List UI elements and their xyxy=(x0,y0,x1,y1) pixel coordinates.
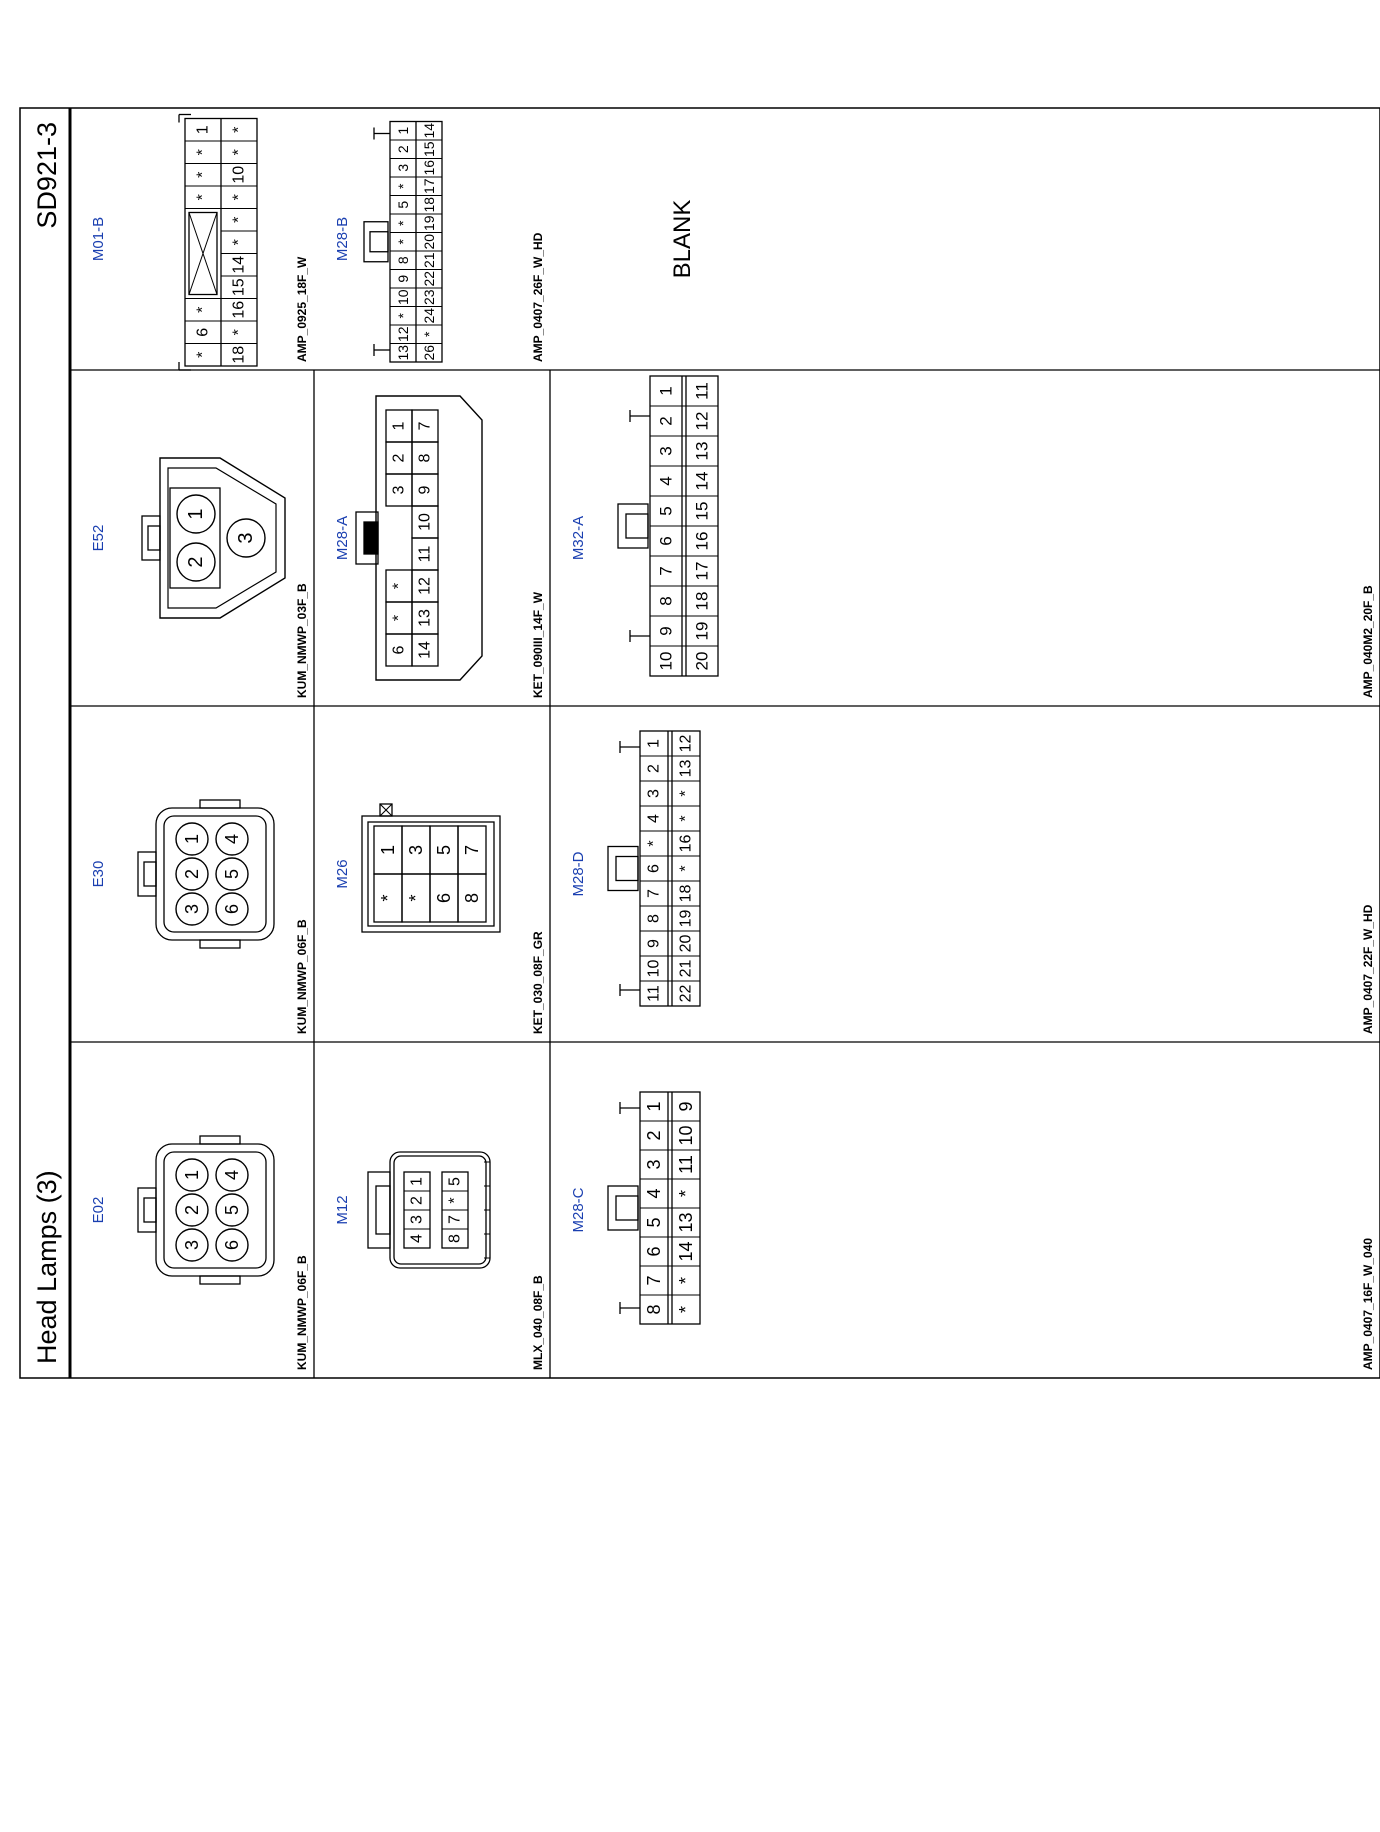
latch-outer xyxy=(138,852,156,896)
pin-label: 5 xyxy=(395,200,411,209)
latch-box xyxy=(608,847,638,891)
pin-label: 5 xyxy=(222,868,242,880)
connector-part-number: KUM_NMWP_06F_B xyxy=(295,919,309,1034)
pin-label: * xyxy=(390,614,408,622)
pin-label: 14 xyxy=(692,471,712,491)
side-tab xyxy=(200,800,240,808)
pin-label: 11 xyxy=(645,985,663,1002)
pin-label: 7 xyxy=(644,1275,664,1286)
pin-label: 6 xyxy=(656,536,676,546)
pin-label: 12 xyxy=(416,577,434,595)
pin-label: 3 xyxy=(182,903,202,915)
latch-inner xyxy=(626,514,648,538)
pin-label: 8 xyxy=(462,892,482,904)
latch-outer xyxy=(138,1188,156,1232)
pin-label: 1 xyxy=(644,1101,664,1112)
pin-label: 23 xyxy=(421,289,437,306)
pin-label: 4 xyxy=(645,814,663,823)
pin-label: 19 xyxy=(677,909,695,928)
pin-label: * xyxy=(406,894,426,902)
pin-label: 20 xyxy=(692,651,712,671)
connector-name: M28-C xyxy=(570,1187,587,1233)
pin-label: * xyxy=(378,894,398,902)
latch-inner xyxy=(144,1198,156,1222)
pin-label: * xyxy=(194,171,212,178)
pin-label: 2 xyxy=(408,1196,426,1205)
pin-label: 8 xyxy=(416,453,434,463)
pin-label: 12 xyxy=(395,326,411,343)
pin-label: 5 xyxy=(656,506,676,516)
pin-label: 7 xyxy=(645,889,663,898)
pin-label: 1 xyxy=(390,421,408,431)
pin-label: 5 xyxy=(434,844,454,856)
connector-name: M01-B xyxy=(90,216,107,262)
pin-label: 1 xyxy=(185,508,207,520)
side-tab xyxy=(200,1136,240,1144)
pin-label: 4 xyxy=(656,476,676,486)
pin-label: 14 xyxy=(416,641,434,659)
pin-label: 13 xyxy=(676,1212,696,1233)
pin-label: 9 xyxy=(645,939,663,948)
pin-label: 24 xyxy=(421,307,437,324)
pin-label: 21 xyxy=(421,252,437,269)
pin-label: 10 xyxy=(656,651,676,671)
latch-inner xyxy=(616,857,638,881)
pin-label: 1 xyxy=(194,125,212,135)
connector-name: M28-D xyxy=(570,851,587,897)
pin-label: 3 xyxy=(645,789,663,798)
pin-label: 17 xyxy=(692,561,712,581)
pin-label: 5 xyxy=(222,1204,242,1216)
pin-label: * xyxy=(230,329,248,336)
pin-label: 17 xyxy=(421,178,437,195)
pin-label: 3 xyxy=(235,532,257,544)
connector-m01-b xyxy=(90,115,309,371)
pin-label: 16 xyxy=(230,300,248,319)
pin-label: 14 xyxy=(230,255,248,274)
pin-label: 2 xyxy=(656,416,676,426)
pin-label: 11 xyxy=(416,545,434,563)
connector-shell xyxy=(138,800,274,948)
pin-label: 10 xyxy=(416,513,434,531)
housing-outer xyxy=(156,808,274,940)
connector-part-number: AMP_0925_18F_W xyxy=(295,256,309,362)
pin-label: 10 xyxy=(645,959,663,978)
pin-label: 10 xyxy=(395,289,411,306)
pin-label: * xyxy=(230,194,248,201)
pin-label: 15 xyxy=(692,501,712,521)
pin-label: 10 xyxy=(230,165,248,184)
pin-label: 19 xyxy=(421,215,437,232)
pin-label: * xyxy=(676,1276,696,1285)
connector-e02 xyxy=(90,1136,309,1370)
housing-inner xyxy=(164,1152,266,1268)
pin-label: 8 xyxy=(644,1304,664,1315)
housing-outer xyxy=(160,458,285,618)
blank-cell xyxy=(669,200,696,279)
connector-name: M32-A xyxy=(570,515,587,561)
pin-label: 7 xyxy=(446,1215,464,1224)
housing-inner xyxy=(168,468,276,608)
pin-label: 2 xyxy=(395,145,411,154)
connector-m26 xyxy=(334,804,545,1034)
wiring-connector-sheet xyxy=(20,108,1380,1378)
pin-label: 9 xyxy=(416,485,434,495)
connector-name: E52 xyxy=(90,524,107,552)
latch-box xyxy=(618,504,648,548)
pin-label: 8 xyxy=(395,256,411,265)
pin-label: 2 xyxy=(644,1130,664,1141)
pin-label: 13 xyxy=(677,759,695,778)
connector-name: M28-A xyxy=(334,515,351,561)
pin-label: 1 xyxy=(408,1177,426,1186)
pin-label: 3 xyxy=(408,1215,426,1224)
pin-label: 20 xyxy=(421,233,437,250)
pin-label: * xyxy=(645,840,663,847)
pin-label: * xyxy=(395,183,411,189)
pin-label: * xyxy=(677,865,695,872)
latch-inner xyxy=(144,862,156,886)
pin-label: 9 xyxy=(395,274,411,283)
pin-label: 4 xyxy=(222,833,242,845)
pin-label: 6 xyxy=(645,864,663,873)
pin-label: 5 xyxy=(644,1217,664,1228)
pin-label: 7 xyxy=(416,421,434,431)
pin-label: 9 xyxy=(676,1101,696,1112)
pin-label: 18 xyxy=(230,345,248,364)
pin-label: 3 xyxy=(656,446,676,456)
connector-m32-a xyxy=(570,376,1375,698)
pin-label: 16 xyxy=(677,834,695,853)
pin-label: 1 xyxy=(395,126,411,135)
pin-label: 12 xyxy=(692,411,712,431)
pin-label: 22 xyxy=(677,984,695,1003)
pin-label: 2 xyxy=(645,764,663,773)
pin-label: 1 xyxy=(378,844,398,856)
pin-label: 6 xyxy=(644,1246,664,1257)
pin-label: 3 xyxy=(182,1239,202,1251)
pin-label: * xyxy=(194,149,212,156)
pin-label: 8 xyxy=(645,914,663,923)
pin-label: * xyxy=(395,239,411,245)
latch-box xyxy=(364,222,388,262)
pin-label: * xyxy=(446,1197,464,1204)
pin-label: 7 xyxy=(656,566,676,576)
pin-label: 3 xyxy=(406,844,426,856)
pin-label: 5 xyxy=(446,1177,464,1186)
pin-label: * xyxy=(194,351,212,358)
connector-shell xyxy=(138,1136,274,1284)
connector-part-number: AMP_0407_22F_W_HD xyxy=(1361,904,1375,1034)
pin-block xyxy=(170,488,220,588)
pin-label: * xyxy=(677,815,695,822)
housing-inner xyxy=(164,816,266,932)
blank-label: BLANK xyxy=(669,199,696,279)
connector-name: M26 xyxy=(334,859,351,889)
pin-label: 15 xyxy=(421,141,437,158)
pin-label: * xyxy=(230,216,248,223)
pin-label: * xyxy=(395,220,411,226)
pin-label: 4 xyxy=(644,1188,664,1199)
connector-m12 xyxy=(334,1152,545,1370)
pin-label: 10 xyxy=(676,1125,696,1146)
pin-label: * xyxy=(230,239,248,246)
sheet-id: SD921-3 xyxy=(32,122,62,229)
pin-label: 18 xyxy=(421,196,437,213)
latch-inner xyxy=(376,1186,390,1234)
pin-label: * xyxy=(677,790,695,797)
pin-label: 2 xyxy=(182,868,202,880)
side-tab xyxy=(200,1276,240,1284)
connector-e52 xyxy=(90,458,309,698)
housing-outer xyxy=(156,1144,274,1276)
latch-inner xyxy=(364,522,378,554)
connector-m28-a xyxy=(334,396,545,698)
pin-label: 9 xyxy=(656,626,676,636)
pin-label: 3 xyxy=(395,163,411,172)
pin-label: * xyxy=(395,313,411,319)
connector-part-number: AMP_0407_16F_W_040 xyxy=(1361,1237,1375,1370)
pin-label: 14 xyxy=(421,122,437,139)
pin-label: 13 xyxy=(395,344,411,361)
pin-label: 8 xyxy=(656,596,676,606)
pin-label: 13 xyxy=(416,609,434,627)
connector-m28-d xyxy=(570,731,1375,1034)
connector-name: M12 xyxy=(334,1195,351,1225)
connector-part-number: MLX_040_08F_B xyxy=(531,1275,545,1370)
pin-label: 11 xyxy=(692,382,712,400)
pin-label: 1 xyxy=(656,386,676,396)
latch-inner xyxy=(616,1196,638,1220)
pin-label: 6 xyxy=(194,327,212,337)
connector-part-number: KET_090III_14F_W xyxy=(531,591,545,698)
latch-outer xyxy=(142,516,160,560)
connector-m28-b xyxy=(334,122,545,363)
latch-outer xyxy=(368,1172,390,1248)
pin-label: 3 xyxy=(644,1159,664,1170)
pin-label: 16 xyxy=(421,159,437,176)
connector-e30 xyxy=(90,800,309,1034)
connector-name: E30 xyxy=(90,860,107,888)
pin-label: 6 xyxy=(222,903,242,915)
connector-part-number: KUM_NMWP_03F_B xyxy=(295,583,309,698)
connector-name: E02 xyxy=(90,1196,107,1224)
pin-label: 11 xyxy=(676,1155,696,1174)
pin-label: 1 xyxy=(182,1169,202,1181)
connector-name: M28-B xyxy=(334,216,351,262)
connector-m28-c xyxy=(570,1092,1375,1370)
latch-box xyxy=(608,1186,638,1230)
pin-label: 4 xyxy=(408,1234,426,1243)
pin-label: 13 xyxy=(692,441,712,461)
pin-label: 16 xyxy=(692,531,712,551)
pin-label: 3 xyxy=(390,485,408,495)
side-tab xyxy=(200,940,240,948)
connector-part-number: AMP_0407_26F_W_HD xyxy=(531,232,545,362)
pin-label: 6 xyxy=(222,1239,242,1251)
pin-label: 4 xyxy=(222,1169,242,1181)
pin-label: 2 xyxy=(390,453,408,463)
pin-label: * xyxy=(194,306,212,313)
pin-label: 6 xyxy=(390,645,408,655)
pin-label: 18 xyxy=(677,884,695,903)
pin-label: * xyxy=(421,331,437,337)
connector-part-number: KET_030_08F_GR xyxy=(531,931,545,1034)
pin-label: 18 xyxy=(692,591,712,611)
pin-label: 15 xyxy=(230,278,248,297)
pin-label: 7 xyxy=(462,844,482,856)
connector-part-number: KUM_NMWP_06F_B xyxy=(295,1255,309,1370)
pin-label: * xyxy=(676,1189,696,1198)
pin-label: 26 xyxy=(421,344,437,361)
pin-label: * xyxy=(390,582,408,590)
pin-label: 19 xyxy=(692,621,712,641)
pin-label: 2 xyxy=(185,556,207,568)
sheet-title: Head Lamps (3) xyxy=(32,1170,62,1364)
connector-part-number: AMP_040M2_20F_B xyxy=(1361,585,1375,698)
pin-label: 1 xyxy=(182,833,202,845)
pin-label: * xyxy=(676,1305,696,1314)
latch-inner xyxy=(370,232,388,252)
pin-label: * xyxy=(230,126,248,133)
pin-label: 14 xyxy=(676,1241,696,1262)
pin-label: 20 xyxy=(677,934,695,953)
pin-label: 22 xyxy=(421,270,437,287)
pin-label: 21 xyxy=(677,959,695,978)
pin-label: 1 xyxy=(645,739,663,748)
pin-label: * xyxy=(194,194,212,201)
pin-label: * xyxy=(230,149,248,156)
latch-inner xyxy=(148,526,160,550)
pin-label: 12 xyxy=(677,734,695,753)
pin-label: 8 xyxy=(446,1234,464,1243)
pin-label: 2 xyxy=(182,1204,202,1216)
pin-label: 6 xyxy=(434,892,454,904)
sheet-drawing xyxy=(20,108,1380,1378)
